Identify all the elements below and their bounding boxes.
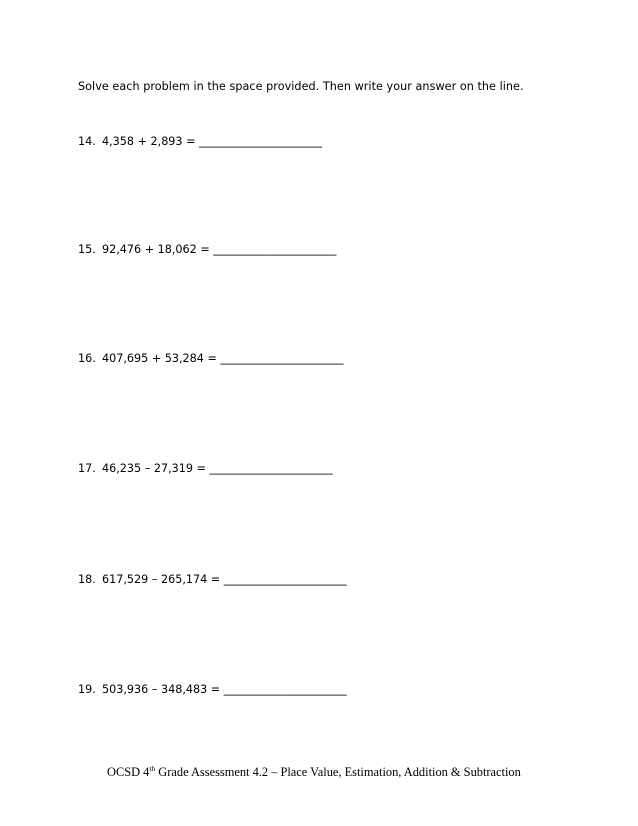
problem-number: 14.	[78, 135, 96, 148]
problem-expression: 46,235 – 27,319 = ______________________	[102, 462, 333, 475]
problem-18	[78, 573, 347, 586]
problem-15	[78, 243, 336, 256]
footer-suffix: Grade Assessment 4.2 – Place Value, Estimation, Addition & Subtraction	[155, 765, 521, 779]
problem-number: 17.	[78, 462, 96, 475]
problem-number: 16.	[78, 352, 96, 365]
problem-19	[78, 683, 347, 696]
problem-expression: 4,358 + 2,893 = ______________________	[102, 135, 323, 148]
problem-expression: 503,936 – 348,483 = ______________________	[102, 683, 347, 696]
problem-expression: 92,476 + 18,062 = ______________________	[102, 243, 337, 256]
problem-16	[78, 352, 343, 365]
footer-prefix: OCSD 4	[107, 765, 150, 779]
problem-number: 18.	[78, 573, 96, 586]
instructions-text: Solve each problem in the space provided. Then write your answer on the line.	[78, 80, 524, 93]
problem-expression: 407,695 + 53,284 = ______________________	[102, 352, 344, 365]
footer-superscript: th	[149, 764, 156, 773]
page-footer	[107, 765, 521, 780]
problem-number: 19.	[78, 683, 96, 696]
problem-17	[78, 462, 333, 475]
problem-expression: 617,529 – 265,174 = ______________________	[102, 573, 347, 586]
problem-number: 15.	[78, 243, 96, 256]
problem-14	[78, 135, 322, 148]
